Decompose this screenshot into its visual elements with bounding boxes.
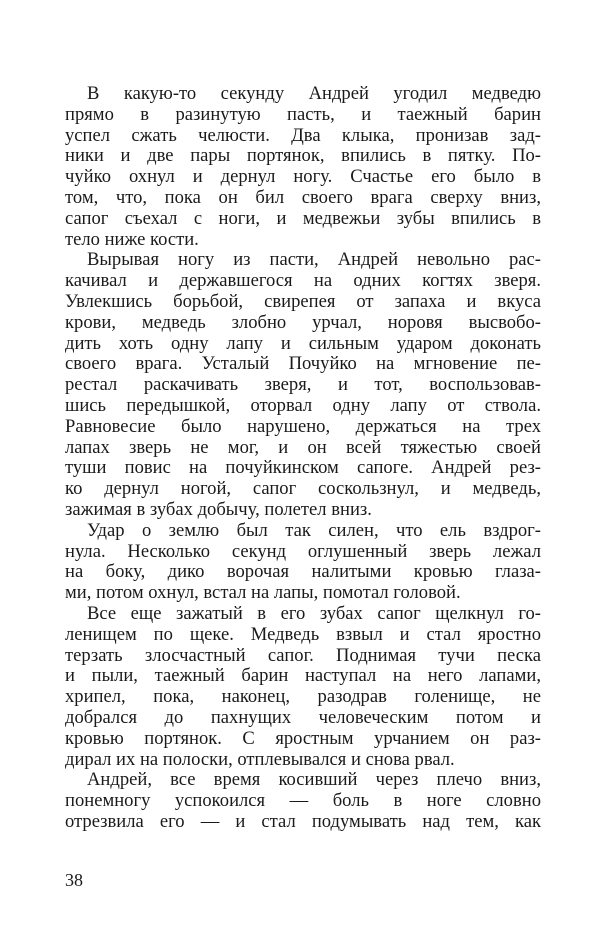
text-line: добрался до пахнущих человеческим потом и	[65, 706, 541, 728]
page-number: 38	[65, 870, 83, 890]
text-line: понемногу успокоился — боль в ноге словно	[65, 790, 541, 812]
text-line: Андрей, все время косивший через плечо вниз,	[87, 769, 541, 791]
text-line: зажимая в зубах добычу, полетел вниз.	[65, 498, 372, 520]
text-line: ко дернул ногой, сапог соскользнул, и медведь,	[65, 478, 541, 500]
text-line: нула. Несколько секунд оглушенный зверь лежал	[65, 540, 541, 562]
text-line: тело ниже кости.	[65, 228, 199, 250]
text-line: кровью портянок. С яростным урчанием он раз-	[65, 727, 541, 749]
text-line: том, что, пока он бил своего врага сверху вниз,	[65, 186, 541, 208]
text-line: Вырывая ногу из пасти, Андрей невольно рас-	[87, 249, 541, 271]
text-line: хрипел, пока, наконец, разодрав голенище, не	[65, 686, 541, 708]
text-line: лапах зверь не мог, и он всей тяжестью своей	[65, 436, 541, 458]
text-line: Равновесие было нарушено, держаться на трех	[65, 415, 541, 437]
text-line: своего врага. Усталый Почуйко на мгновение пе-	[65, 353, 541, 375]
text-line: прямо в разинутую пасть, и таежный барин	[65, 103, 541, 125]
text-line: ники и две пары портянок, впились в пятку. По-	[65, 145, 541, 167]
text-line: качивал и державшегося на одних когтях зверя.	[65, 270, 541, 292]
text-line: терзать злосчастный сапог. Поднимая тучи песка	[65, 644, 541, 666]
text-line: крови, медведь злобно урчал, норовя высвобо-	[65, 311, 541, 333]
text-line: В какую-то секунду Андрей угодил медведю	[87, 83, 541, 104]
text-line: ми, потом охнул, встал на лапы, помотал головой.	[65, 582, 461, 604]
text-line: ленищем по щеке. Медведь взвыл и стал яростно	[65, 623, 541, 645]
text-line: сапог съехал с ноги, и медвежьи зубы впились в	[65, 207, 541, 229]
paragraph	[65, 770, 541, 832]
text-line: рестал раскачивать зверя, и тот, воспользовав-	[65, 374, 541, 396]
paragraph	[65, 604, 541, 770]
text-line: Удар о землю был так силен, что ель вздрог-	[87, 519, 541, 541]
text-line: отрезвила его — и стал подумывать над тем, как	[65, 810, 541, 832]
text-line: дить хоть одну лапу и сильным ударом доконать	[65, 332, 541, 354]
text-line: дирал их на полоски, отплевывался и снова рвал.	[65, 748, 455, 770]
paragraph	[65, 521, 541, 604]
text-line: шись передышкой, оторвал одну лапу от ствола.	[65, 394, 541, 416]
text-line: чуйко охнул и дернул ногу. Счастье его было в	[65, 166, 541, 188]
paragraph	[65, 250, 541, 520]
text-line: Увлекшись борьбой, свирепея от запаха и вкуса	[65, 290, 541, 312]
text-line: на боку, дико ворочая налитыми кровью глаза-	[65, 561, 541, 583]
text-line: успел сжать челюсти. Два клыка, пронизав зад-	[65, 124, 541, 146]
text-line: туши повис на почуйкинском сапоге. Андрей рез-	[65, 457, 541, 479]
text-line: и пыли, таежный барин наступал на него лапами,	[65, 665, 541, 687]
paragraph	[65, 84, 541, 250]
text-line: Все еще зажатый в его зубах сапог щелкнул го-	[87, 602, 541, 624]
body-text	[65, 84, 541, 833]
